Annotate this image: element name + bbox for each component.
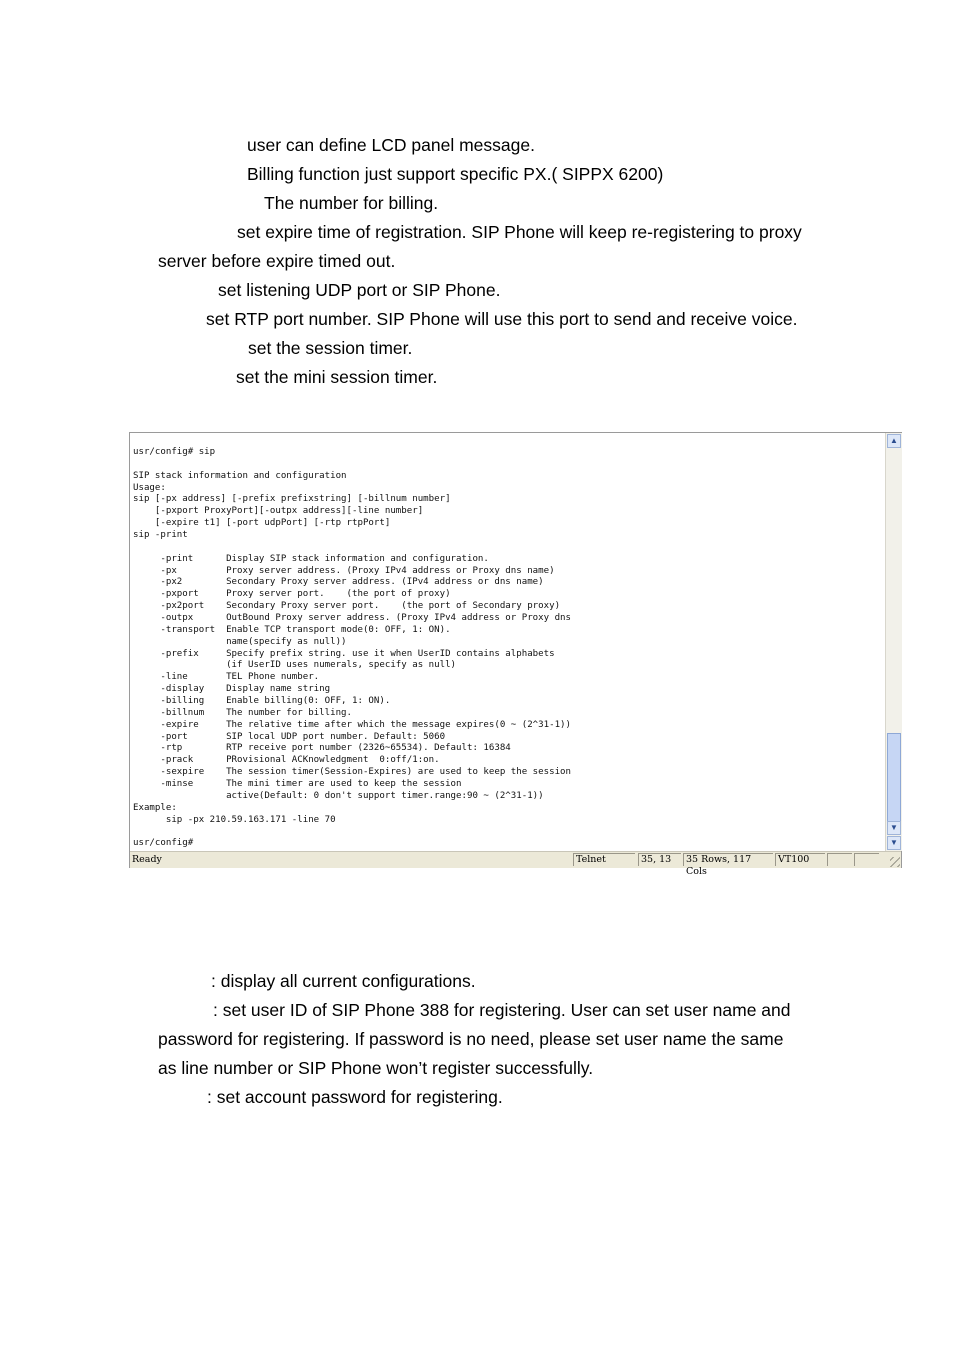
terminal-line: (if UserID uses numerals, specify as null) xyxy=(133,660,457,671)
terminal-line xyxy=(133,542,884,554)
terminal-line: -rtp RTP receive port number (2326~65534). Default: 16384 xyxy=(133,743,511,754)
terminal-line: -minse The mini timer are used to keep the session xyxy=(133,779,462,790)
text-print: : display all current configurations. xyxy=(211,971,476,991)
text-password: : set account password for registering. xyxy=(207,1087,503,1107)
terminal-line: Example: xyxy=(133,802,177,813)
text-billing: Billing function just support specific PX.( SIPPX 6200) xyxy=(247,164,664,184)
terminal-line: sip [-px address] [-prefix prefixstring] [-billnum number] xyxy=(133,494,451,505)
terminal-line: -outpx OutBound Proxy server address. (Proxy IPv4 address or Proxy dns xyxy=(133,613,571,624)
terminal-line: -line TEL Phone number. xyxy=(133,672,320,683)
text-mini-timer: set the mini session timer. xyxy=(236,367,438,387)
status-bar xyxy=(130,851,901,877)
text-session-timer: set the session timer. xyxy=(248,338,413,358)
terminal-line: -pxport Proxy server port. (the port of proxy) xyxy=(133,589,451,600)
arrow-up-icon[interactable]: ▲ xyxy=(887,434,901,448)
text-rtp: set RTP port number. SIP Phone will use this port to send and receive voice. xyxy=(206,309,798,329)
status-emulation: VT100 xyxy=(775,853,825,866)
terminal-screen[interactable] xyxy=(130,433,884,851)
text-lcd-message: user can define LCD panel message. xyxy=(247,135,535,155)
terminal-line: -px2port Secondary Proxy server port. (the port of Secondary proxy) xyxy=(133,601,561,612)
terminal-line: -port SIP local UDP port number. Default: 5060 xyxy=(133,731,446,742)
resize-grip-icon[interactable] xyxy=(890,857,900,867)
arrow-down-icon[interactable]: ▼ xyxy=(887,821,901,835)
status-size: 35 Rows, 117 Cols xyxy=(683,853,773,866)
terminal-line: Usage: xyxy=(133,482,166,493)
status-empty-1 xyxy=(827,853,852,866)
terminal-line: usr/config# sip xyxy=(133,447,216,457)
terminal-line: [-pxport ProxyPort][-outpx address][-line number] xyxy=(133,506,424,517)
arrow-down-icon[interactable]: ▼ xyxy=(887,836,901,850)
terminal-line: -sexpire The session timer(Session-Expires) are used to keep the session xyxy=(133,767,571,778)
terminal-line: sip -px 210.59.163.171 -line 70 xyxy=(133,814,336,825)
terminal-output xyxy=(130,433,884,850)
terminal-line: -px Proxy server address. (Proxy IPv4 address or Proxy dns name) xyxy=(133,565,555,576)
terminal-line: usr/config# xyxy=(133,838,194,849)
terminal-line: name(specify as null)) xyxy=(133,636,347,647)
terminal-line: -prack PRovisional ACKnowledgment 0:off/1:on. xyxy=(133,755,440,766)
terminal-line xyxy=(133,827,884,839)
scroll-thumb[interactable] xyxy=(887,733,901,835)
terminal-line: [-expire t1] [-port udpPort] [-rtp rtpPort] xyxy=(133,518,391,529)
terminal-line xyxy=(133,459,884,471)
terminal-line: -billing Enable billing(0: OFF, 1: ON). xyxy=(133,696,391,707)
text-userid-cont2: as line number or SIP Phone won’t register successfully. xyxy=(158,1058,594,1078)
status-ready: Ready xyxy=(132,854,162,865)
text-userid: : set user ID of SIP Phone 388 for registering. User can set user name and xyxy=(213,1000,791,1020)
terminal-line: -prefix Specify prefix string. use it when UserID contains alphabets xyxy=(133,648,555,659)
text-expire-cont: server before expire timed out. xyxy=(158,251,396,271)
status-empty-2 xyxy=(854,853,879,866)
vertical-scrollbar[interactable] xyxy=(885,433,902,851)
text-userid-cont1: password for registering. If password is no need, please set user name the same xyxy=(158,1029,784,1049)
terminal-line: SIP stack information and configuration xyxy=(133,470,347,481)
telnet-terminal-window xyxy=(129,432,902,877)
status-protocol: Telnet xyxy=(573,853,635,866)
text-expire: set expire time of registration. SIP Phone will keep re-registering to proxy xyxy=(237,222,802,242)
terminal-line: -transport Enable TCP transport mode(0: OFF, 1: ON). xyxy=(133,624,451,635)
terminal-line: -billnum The number for billing. xyxy=(133,707,352,718)
terminal-line: -display Display name string xyxy=(133,684,331,695)
terminal-line: active(Default: 0 don't support timer.range:90 ~ (2^31-1)) xyxy=(133,790,544,801)
terminal-line: -px2 Secondary Proxy server address. (IPv4 address or dns name) xyxy=(133,577,544,588)
terminal-line: sip -print xyxy=(133,530,188,541)
terminal-line: -expire The relative time after which the message expires(0 ~ (2^31-1)) xyxy=(133,719,571,730)
text-port: set listening UDP port or SIP Phone. xyxy=(218,280,501,300)
status-cursor: 35, 13 xyxy=(638,853,681,866)
text-billnum: The number for billing. xyxy=(264,193,439,213)
terminal-line: -print Display SIP stack information and configuration. xyxy=(133,553,489,564)
